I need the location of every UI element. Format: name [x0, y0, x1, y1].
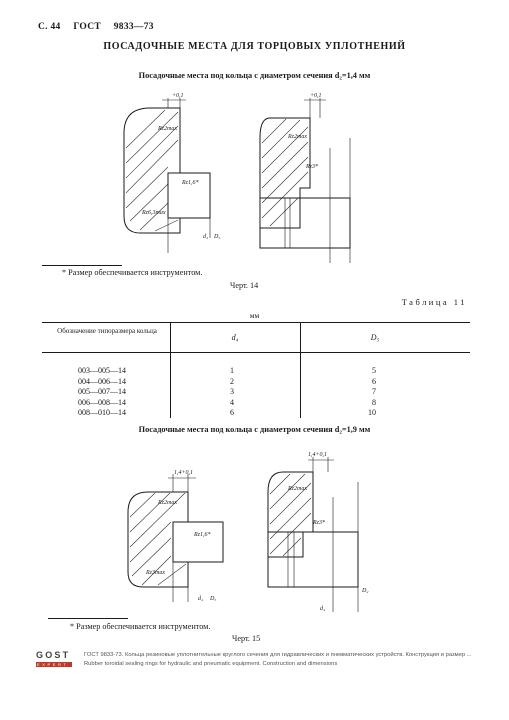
main-title: ПОСАДОЧНЫЕ МЕСТА ДЛЯ ТОРЦОВЫХ УПЛОТНЕНИЙ — [103, 41, 406, 52]
caption-14: Черт. 14 — [230, 281, 259, 290]
table-header-d4: d₄ — [231, 333, 239, 342]
table-unit: мм — [249, 311, 260, 320]
table-cell: 004—006—14 — [78, 376, 126, 386]
drawing15-dim-d2r: D₂ — [362, 588, 369, 594]
drawing-15-left-part — [128, 474, 223, 602]
drawing14-rough-right-mid: Rz3* — [306, 164, 318, 170]
table-cell: 6 — [230, 408, 234, 417]
table-divider-2 — [300, 322, 301, 418]
drawing-14-right-part — [260, 98, 350, 263]
footnote-rule-2 — [48, 618, 128, 619]
footer-title-en: Rubber toroidal sealing rings for hydraulic and pneumatic equipment. Construction and dimensions — [84, 661, 338, 667]
footnote-rule-1 — [42, 265, 122, 266]
table-divider-1 — [170, 322, 171, 418]
drawing15-dim-d4r: d₄ — [320, 606, 326, 612]
drawing14-dim-d4: d₄ — [203, 234, 209, 240]
footnote-2: * Размер обеспечивается инструментом. — [70, 622, 211, 631]
drawing14-rough-left-bot: Rz6,3max — [142, 210, 166, 216]
table-cell: 7 — [372, 387, 376, 396]
table-header-d5: D₅ — [370, 333, 380, 342]
drawing-15-right-part — [268, 457, 358, 612]
table-label: Таблица 11 — [401, 297, 467, 307]
caption-15: Черт. 15 — [232, 634, 261, 643]
drawing15-rough-right-top: Rz2max — [288, 486, 307, 492]
drawing-14-left-part — [124, 98, 210, 253]
page-header — [38, 22, 164, 32]
drawing15-rough-left-bot: Rz3max — [146, 570, 165, 576]
drawing15-dim-d4: d₄ — [198, 596, 204, 602]
table-cell: 4 — [230, 397, 234, 407]
table-header-designation: Обозначение типоразмера кольца — [57, 327, 157, 335]
drawing14-rough-left-mid: Rz1,6* — [182, 180, 199, 186]
page-number: С. 44 — [38, 22, 61, 32]
drawing-15 — [118, 452, 388, 622]
drawing14-dim-d5: D₅ — [214, 234, 221, 240]
table-cell: 10 — [368, 408, 376, 417]
section1-subtitle: Посадочные места под кольца с диаметром сечения d₂=1,4 мм — [138, 71, 371, 80]
table-top-rule — [42, 322, 470, 323]
table-cell: 2 — [230, 376, 234, 386]
gost-expert-logo[interactable] — [36, 650, 72, 672]
drawing14-rough-right-top: Rz2max — [288, 134, 307, 140]
standard-number: 9833—73 — [113, 22, 154, 32]
drawing15-tol-right: 1,4+0,1 — [308, 452, 328, 458]
standard-label: ГОСТ — [73, 22, 102, 32]
table-cell: 6 — [372, 376, 376, 386]
footnote-1: * Размер обеспечивается инструментом. — [62, 268, 203, 277]
logo-text: GOST — [36, 650, 71, 660]
table-cell: 006—008—14 — [78, 397, 126, 407]
table-cell: 003—005—14 — [78, 366, 126, 375]
footer-title-ru[interactable]: ГОСТ 9833-73. Кольца резиновые уплотнительные круглого сечения для гидравлических и пневматических устройств. Конструкция и размер ... — [84, 652, 472, 658]
drawing15-tol-left: 1,4+0,1 — [174, 470, 194, 476]
drawing-14 — [110, 88, 380, 268]
drawing14-rough-left-top: Rz2max — [158, 126, 177, 132]
drawing14-tol-right: +0,1 — [310, 93, 322, 99]
table-cell: 5 — [372, 366, 376, 375]
table-header-rule — [42, 352, 470, 353]
table-cell: 1 — [230, 366, 234, 375]
table-cell: 8 — [372, 397, 376, 407]
table-cell: 008—010—14 — [78, 408, 126, 417]
drawing15-dim-d5: D₅ — [210, 596, 217, 602]
drawing15-rough-left-mid: Rz1,6* — [194, 532, 211, 538]
drawing15-rough-left-top: Rz2max — [158, 500, 177, 506]
table-cell: 3 — [230, 387, 234, 396]
table-cell: 005—007—14 — [78, 387, 126, 396]
drawing15-rough-right-mid: Rz3* — [313, 520, 325, 526]
section2-subtitle: Посадочные места под кольца с диаметром сечения d₂=1,9 мм — [138, 425, 371, 434]
logo-bar: EXPERT — [36, 662, 72, 667]
drawing14-tol-left: +0,1 — [172, 93, 184, 99]
